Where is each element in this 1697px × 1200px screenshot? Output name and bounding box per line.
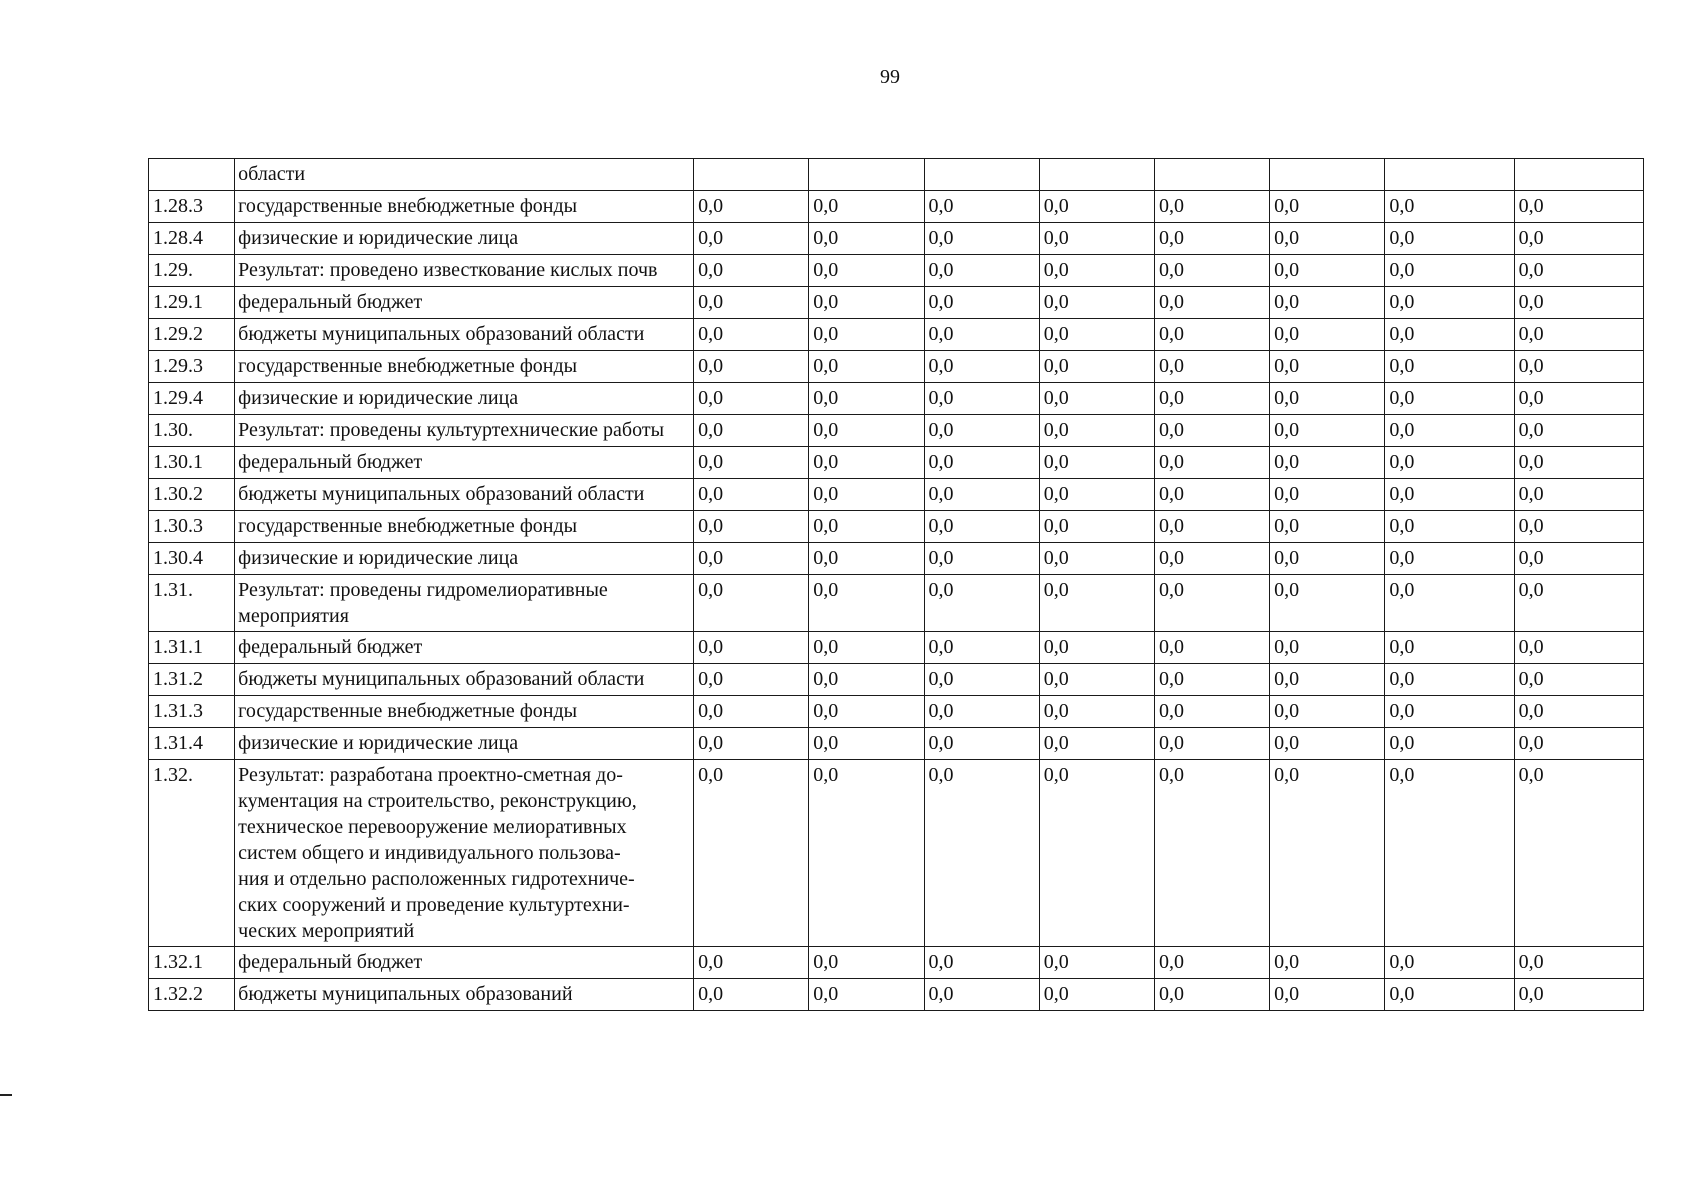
value-cell: 0,0 [1039, 447, 1154, 479]
value-cell: 0,0 [1154, 979, 1269, 1011]
value-cell: 0,0 [1385, 319, 1514, 351]
value-cell: 0,0 [1514, 543, 1643, 575]
value-cell: 0,0 [1385, 947, 1514, 979]
value-cell: 0,0 [1514, 287, 1643, 319]
value-cell: 0,0 [924, 479, 1039, 511]
row-description: федеральный бюджет [235, 632, 694, 664]
value-cell: 0,0 [1514, 728, 1643, 760]
value-cell: 0,0 [1270, 543, 1385, 575]
value-cell: 0,0 [1039, 479, 1154, 511]
row-number: 1.29.4 [149, 383, 235, 415]
row-number: 1.30.2 [149, 479, 235, 511]
table-row [149, 760, 1644, 947]
row-number: 1.30.1 [149, 447, 235, 479]
value-cell: 0,0 [1385, 479, 1514, 511]
value-cell: 0,0 [924, 947, 1039, 979]
value-cell: 0,0 [809, 979, 924, 1011]
row-description: бюджеты муниципальных образований области [235, 319, 694, 351]
value-cell: 0,0 [809, 760, 924, 947]
value-cell: 0,0 [1270, 575, 1385, 632]
value-cell: 0,0 [1514, 664, 1643, 696]
value-cell: 0,0 [1270, 947, 1385, 979]
description-line: техническое перевооружение мелиоративных [238, 816, 627, 838]
value-cell: 0,0 [1385, 511, 1514, 543]
description-line: ческих мероприятий [238, 920, 415, 942]
value-cell: 0,0 [924, 979, 1039, 1011]
row-number: 1.30.3 [149, 511, 235, 543]
value-cell: 0,0 [1154, 319, 1269, 351]
value-cell: 0,0 [1270, 383, 1385, 415]
table-row [149, 255, 1644, 287]
value-cell: 0,0 [1514, 575, 1643, 632]
value-cell: 0,0 [1385, 255, 1514, 287]
row-description: бюджеты муниципальных образований [235, 979, 694, 1011]
value-cell: 0,0 [694, 351, 809, 383]
row-description: физические и юридические лица [235, 223, 694, 255]
value-cell: 0,0 [1385, 287, 1514, 319]
value-cell: 0,0 [1270, 255, 1385, 287]
row-number: 1.32. [149, 760, 235, 947]
value-cell: 0,0 [1385, 543, 1514, 575]
value-cell: 0,0 [694, 479, 809, 511]
table-row [149, 191, 1644, 223]
value-cell: 0,0 [1154, 479, 1269, 511]
value-cell: 0,0 [1514, 947, 1643, 979]
value-cell: 0,0 [1154, 760, 1269, 947]
description-line: систем общего и индивидуального пользова- [238, 842, 621, 864]
value-cell: 0,0 [1154, 575, 1269, 632]
row-description: Результат: проведены культуртехнические работы [235, 415, 694, 447]
row-number: 1.31.2 [149, 664, 235, 696]
value-cell: 0,0 [809, 447, 924, 479]
value-cell: 0,0 [1385, 415, 1514, 447]
value-cell: 0,0 [1270, 632, 1385, 664]
value-cell: 0,0 [1270, 979, 1385, 1011]
row-description: физические и юридические лица [235, 543, 694, 575]
table-row [149, 575, 1644, 632]
value-cell: 0,0 [924, 415, 1039, 447]
row-description: государственные внебюджетные фонды [235, 351, 694, 383]
value-cell: 0,0 [809, 383, 924, 415]
row-description: государственные внебюджетные фонды [235, 696, 694, 728]
value-cell: 0,0 [1514, 632, 1643, 664]
value-cell [1270, 159, 1385, 191]
value-cell: 0,0 [694, 319, 809, 351]
value-cell: 0,0 [694, 511, 809, 543]
value-cell: 0,0 [924, 319, 1039, 351]
row-description: Результат: проведены гидромелиоративные мероприятия [235, 575, 694, 632]
value-cell: 0,0 [1385, 979, 1514, 1011]
table-row [149, 979, 1644, 1011]
value-cell: 0,0 [1039, 632, 1154, 664]
row-description: бюджеты муниципальных образований области [235, 479, 694, 511]
row-number: 1.31.4 [149, 728, 235, 760]
row-number: 1.30.4 [149, 543, 235, 575]
value-cell: 0,0 [1270, 351, 1385, 383]
value-cell: 0,0 [1039, 543, 1154, 575]
value-cell: 0,0 [1154, 664, 1269, 696]
value-cell: 0,0 [694, 728, 809, 760]
value-cell: 0,0 [1154, 255, 1269, 287]
table-row [149, 728, 1644, 760]
value-cell: 0,0 [1270, 511, 1385, 543]
value-cell: 0,0 [1154, 415, 1269, 447]
row-number: 1.31.3 [149, 696, 235, 728]
table-row [149, 287, 1644, 319]
value-cell: 0,0 [1514, 760, 1643, 947]
value-cell [1039, 159, 1154, 191]
value-cell: 0,0 [1154, 543, 1269, 575]
value-cell: 0,0 [1514, 223, 1643, 255]
value-cell: 0,0 [1270, 415, 1385, 447]
row-number: 1.32.1 [149, 947, 235, 979]
value-cell: 0,0 [809, 728, 924, 760]
row-number: 1.30. [149, 415, 235, 447]
budget-table [148, 158, 1644, 1011]
value-cell [694, 159, 809, 191]
value-cell: 0,0 [924, 543, 1039, 575]
value-cell: 0,0 [1270, 664, 1385, 696]
value-cell: 0,0 [1385, 728, 1514, 760]
table-row [149, 543, 1644, 575]
description-line: ния и отдельно расположенных гидротехниче- [238, 868, 635, 890]
value-cell: 0,0 [1514, 696, 1643, 728]
value-cell [1385, 159, 1514, 191]
value-cell: 0,0 [694, 947, 809, 979]
value-cell: 0,0 [1154, 351, 1269, 383]
margin-mark [0, 1094, 12, 1096]
value-cell: 0,0 [694, 383, 809, 415]
value-cell: 0,0 [1270, 760, 1385, 947]
value-cell: 0,0 [1039, 319, 1154, 351]
value-cell: 0,0 [1385, 760, 1514, 947]
value-cell [924, 159, 1039, 191]
row-number: 1.29.3 [149, 351, 235, 383]
value-cell: 0,0 [1270, 728, 1385, 760]
value-cell: 0,0 [809, 575, 924, 632]
value-cell: 0,0 [809, 947, 924, 979]
value-cell: 0,0 [924, 287, 1039, 319]
row-description: федеральный бюджет [235, 447, 694, 479]
row-description: физические и юридические лица [235, 383, 694, 415]
table-row [149, 632, 1644, 664]
table-row [149, 223, 1644, 255]
value-cell: 0,0 [924, 255, 1039, 287]
table-row [149, 479, 1644, 511]
value-cell: 0,0 [1385, 351, 1514, 383]
table-row [149, 319, 1644, 351]
value-cell: 0,0 [1514, 319, 1643, 351]
value-cell: 0,0 [1385, 696, 1514, 728]
value-cell: 0,0 [1154, 696, 1269, 728]
value-cell: 0,0 [694, 287, 809, 319]
value-cell: 0,0 [694, 223, 809, 255]
value-cell: 0,0 [1385, 447, 1514, 479]
row-description: физические и юридические лица [235, 728, 694, 760]
row-number: 1.29.2 [149, 319, 235, 351]
value-cell: 0,0 [1270, 319, 1385, 351]
table-row [149, 159, 1644, 191]
value-cell: 0,0 [1385, 223, 1514, 255]
value-cell [1154, 159, 1269, 191]
value-cell: 0,0 [1039, 255, 1154, 287]
value-cell: 0,0 [1514, 383, 1643, 415]
value-cell: 0,0 [1385, 664, 1514, 696]
value-cell: 0,0 [694, 760, 809, 947]
value-cell: 0,0 [1039, 287, 1154, 319]
row-description: федеральный бюджет [235, 947, 694, 979]
value-cell: 0,0 [1039, 223, 1154, 255]
value-cell: 0,0 [1514, 255, 1643, 287]
value-cell [809, 159, 924, 191]
value-cell: 0,0 [694, 255, 809, 287]
table-row [149, 415, 1644, 447]
value-cell: 0,0 [924, 696, 1039, 728]
value-cell: 0,0 [694, 447, 809, 479]
value-cell: 0,0 [924, 760, 1039, 947]
value-cell: 0,0 [1154, 383, 1269, 415]
value-cell: 0,0 [1039, 760, 1154, 947]
description-line: кументация на строительство, реконструкцию, [238, 790, 637, 812]
value-cell: 0,0 [694, 415, 809, 447]
value-cell: 0,0 [1154, 191, 1269, 223]
row-description [235, 760, 694, 947]
value-cell: 0,0 [1039, 415, 1154, 447]
value-cell: 0,0 [1039, 575, 1154, 632]
table-row [149, 447, 1644, 479]
value-cell: 0,0 [1039, 947, 1154, 979]
row-number: 1.29.1 [149, 287, 235, 319]
value-cell: 0,0 [1154, 728, 1269, 760]
value-cell: 0,0 [694, 191, 809, 223]
value-cell: 0,0 [1154, 287, 1269, 319]
value-cell: 0,0 [1270, 223, 1385, 255]
value-cell: 0,0 [1514, 351, 1643, 383]
row-number: 1.28.4 [149, 223, 235, 255]
table-body [149, 159, 1644, 1011]
value-cell: 0,0 [809, 664, 924, 696]
row-number [149, 159, 235, 191]
value-cell: 0,0 [1039, 979, 1154, 1011]
value-cell: 0,0 [924, 728, 1039, 760]
value-cell: 0,0 [694, 632, 809, 664]
row-number: 1.31.1 [149, 632, 235, 664]
row-description: области [235, 159, 694, 191]
value-cell: 0,0 [809, 191, 924, 223]
table-row [149, 664, 1644, 696]
value-cell: 0,0 [1270, 191, 1385, 223]
value-cell: 0,0 [1385, 632, 1514, 664]
row-description: государственные внебюджетные фонды [235, 191, 694, 223]
table-row [149, 351, 1644, 383]
value-cell: 0,0 [809, 287, 924, 319]
value-cell: 0,0 [694, 664, 809, 696]
value-cell: 0,0 [809, 255, 924, 287]
value-cell: 0,0 [1039, 696, 1154, 728]
value-cell: 0,0 [924, 351, 1039, 383]
value-cell: 0,0 [694, 979, 809, 1011]
value-cell: 0,0 [1154, 511, 1269, 543]
row-description: бюджеты муниципальных образований области [235, 664, 694, 696]
value-cell: 0,0 [1039, 664, 1154, 696]
value-cell: 0,0 [809, 351, 924, 383]
table-row [149, 947, 1644, 979]
value-cell: 0,0 [1270, 696, 1385, 728]
value-cell: 0,0 [924, 223, 1039, 255]
value-cell: 0,0 [694, 543, 809, 575]
value-cell: 0,0 [1385, 191, 1514, 223]
value-cell: 0,0 [1514, 447, 1643, 479]
value-cell: 0,0 [809, 543, 924, 575]
value-cell: 0,0 [1039, 728, 1154, 760]
value-cell: 0,0 [924, 664, 1039, 696]
value-cell: 0,0 [1039, 191, 1154, 223]
row-description: государственные внебюджетные фонды [235, 511, 694, 543]
description-line: ских сооружений и проведение культуртехни- [238, 894, 630, 916]
row-description: федеральный бюджет [235, 287, 694, 319]
value-cell: 0,0 [1154, 947, 1269, 979]
description-line: Результат: разработана проектно-сметная до- [238, 764, 623, 786]
page-number: 99 [880, 66, 900, 88]
table-row [149, 511, 1644, 543]
value-cell: 0,0 [1039, 511, 1154, 543]
value-cell: 0,0 [694, 696, 809, 728]
value-cell: 0,0 [1385, 575, 1514, 632]
value-cell: 0,0 [1385, 383, 1514, 415]
value-cell: 0,0 [809, 511, 924, 543]
value-cell: 0,0 [1514, 191, 1643, 223]
value-cell: 0,0 [809, 632, 924, 664]
value-cell: 0,0 [1154, 632, 1269, 664]
value-cell: 0,0 [1270, 287, 1385, 319]
value-cell: 0,0 [1039, 351, 1154, 383]
value-cell: 0,0 [809, 415, 924, 447]
row-number: 1.32.2 [149, 979, 235, 1011]
value-cell: 0,0 [924, 632, 1039, 664]
value-cell: 0,0 [1154, 223, 1269, 255]
value-cell: 0,0 [1154, 447, 1269, 479]
row-description: Результат: проведено известкование кислых почв [235, 255, 694, 287]
value-cell: 0,0 [1514, 415, 1643, 447]
value-cell: 0,0 [809, 319, 924, 351]
value-cell: 0,0 [809, 479, 924, 511]
value-cell: 0,0 [809, 696, 924, 728]
value-cell: 0,0 [694, 575, 809, 632]
value-cell: 0,0 [1270, 479, 1385, 511]
value-cell: 0,0 [1039, 383, 1154, 415]
table-row [149, 696, 1644, 728]
table-row [149, 383, 1644, 415]
row-number: 1.31. [149, 575, 235, 632]
value-cell: 0,0 [924, 575, 1039, 632]
value-cell: 0,0 [1270, 447, 1385, 479]
value-cell: 0,0 [1514, 479, 1643, 511]
value-cell [1514, 159, 1643, 191]
value-cell: 0,0 [924, 447, 1039, 479]
row-number: 1.29. [149, 255, 235, 287]
value-cell: 0,0 [924, 511, 1039, 543]
value-cell: 0,0 [924, 191, 1039, 223]
value-cell: 0,0 [924, 383, 1039, 415]
value-cell: 0,0 [809, 223, 924, 255]
value-cell: 0,0 [1514, 511, 1643, 543]
row-number: 1.28.3 [149, 191, 235, 223]
value-cell: 0,0 [1514, 979, 1643, 1011]
